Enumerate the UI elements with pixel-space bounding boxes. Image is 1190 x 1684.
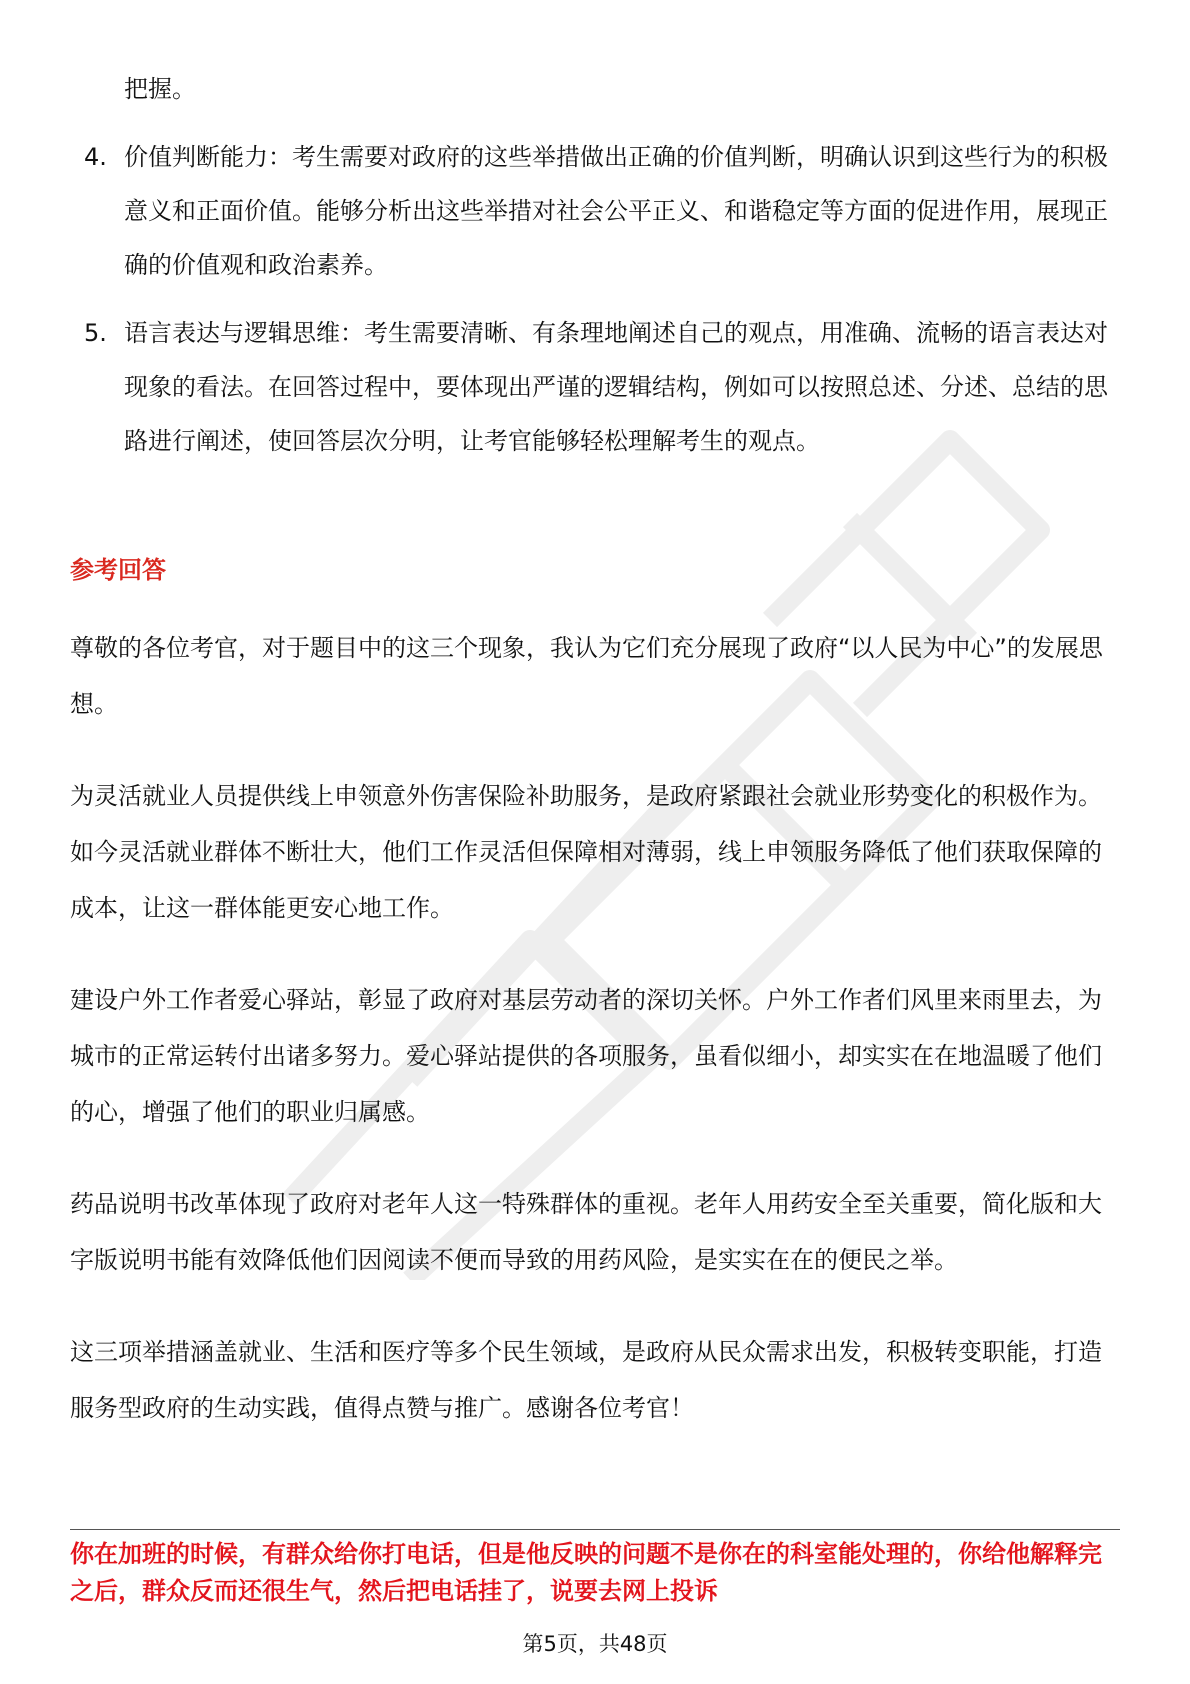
answer-paragraph: 这三项举措涵盖就业、生活和医疗等多个民生领域，是政府从民众需求出发，积极转变职能，打造服务型政府的生动实践，值得点赞与推广。感谢各位考官！ xyxy=(70,1338,1102,1422)
criteria-list xyxy=(70,62,1120,468)
list-item xyxy=(70,306,1120,468)
list-continuation: 把握。 xyxy=(124,75,196,103)
next-question: 你在加班的时候，有群众给你打电话，但是他反映的问题不是你在的科室能处理的，你给他解释完之后，群众反而还很生气，然后把电话挂了，说要去网上投诉 xyxy=(70,1540,1102,1605)
list-item-text: 价值判断能力：考生需要对政府的这些举措做出正确的价值判断，明确认识到这些行为的积极意义和正面价值。能够分析出这些举措对社会公平正义、和谐稳定等方面的促进作用，展现正确的价值观和政治素养。 xyxy=(124,143,1108,279)
divider xyxy=(70,1529,1120,1530)
answer-paragraph: 药品说明书改革体现了政府对老年人这一特殊群体的重视。老年人用药安全至关重要，简化版和大字版说明书能有效降低他们因阅读不便而导致的用药风险，是实实在在的便民之举。 xyxy=(70,1190,1102,1274)
list-item-number: 5. xyxy=(84,319,107,347)
list-item xyxy=(70,130,1120,292)
list-item-text: 语言表达与逻辑思维：考生需要清晰、有条理地阐述自己的观点，用准确、流畅的语言表达对现象的看法。在回答过程中，要体现出严谨的逻辑结构，例如可以按照总述、分述、总结的思路进行阐述，使回答层次分明，让考官能够轻松理解考生的观点。 xyxy=(124,319,1108,455)
answer-paragraph: 建设户外工作者爱心驿站，彰显了政府对基层劳动者的深切关怀。户外工作者们风里来雨里去，为城市的正常运转付出诸多努力。爱心驿站提供的各项服务，虽看似细小，却实实在在地温暖了他们的心，增强了他们的职业归属感。 xyxy=(70,986,1102,1126)
answer-paragraph: 尊敬的各位考官，对于题目中的这三个现象，我认为它们充分展现了政府“以人民为中心”的发展思想。 xyxy=(70,634,1103,718)
reference-answer xyxy=(70,620,1120,1472)
page-footer: 第5页，共48页 xyxy=(522,1632,668,1656)
list-item-number: 4. xyxy=(84,143,107,171)
section-heading: 参考回答 xyxy=(70,556,166,584)
answer-paragraph: 为灵活就业人员提供线上申领意外伤害保险补助服务，是政府紧跟社会就业形势变化的积极作为。如今灵活就业群体不断壮大，他们工作灵活但保障相对薄弱，线上申领服务降低了他们获取保障的成本，让这一群体能更安心地工作。 xyxy=(70,782,1102,922)
